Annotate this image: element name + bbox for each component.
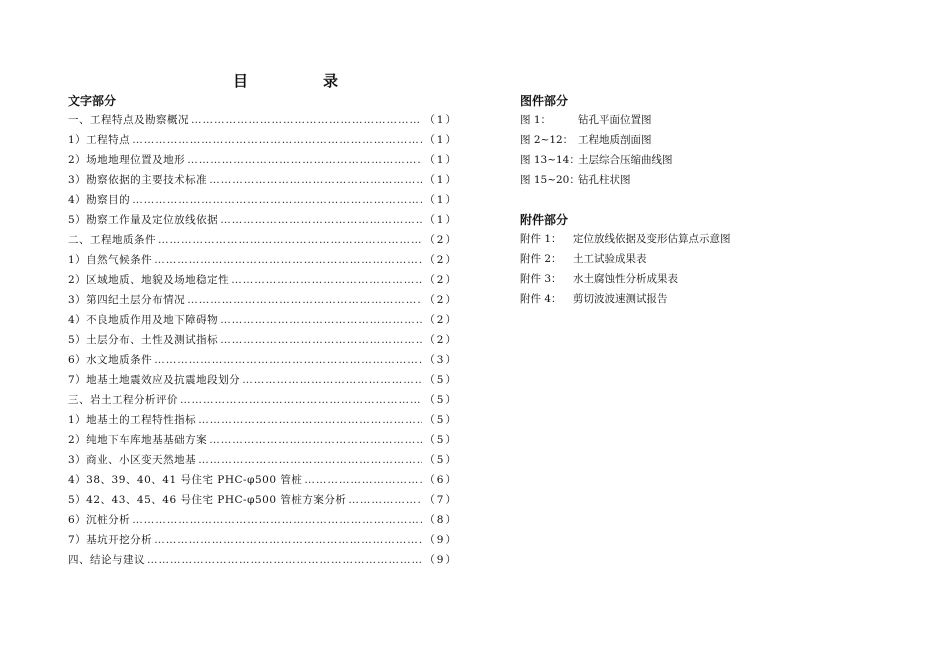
toc-page-number: （5）	[424, 454, 458, 466]
toc-page-number: （3）	[424, 354, 458, 366]
list-item-text: 土工试验成果表	[573, 253, 647, 265]
toc-entry	[68, 130, 458, 150]
toc-page-number: （7）	[424, 494, 458, 506]
toc-leader-dots	[154, 530, 422, 550]
toc-entry-label: 5）土层分布、土性及测试指标	[68, 334, 219, 346]
toc-leader-dots	[187, 290, 422, 310]
list-item-label: 附件 2：	[520, 253, 562, 265]
toc-entry	[68, 390, 458, 410]
toc-entry-label: 5）勘察工作量及定位放线依据	[68, 214, 219, 226]
list-item	[520, 289, 731, 309]
toc-entry-label: 7）地基土地震效应及抗震地段划分	[68, 374, 241, 386]
list-item	[520, 150, 673, 170]
toc-entry	[68, 550, 458, 570]
list-item-label: 图 15~20：	[520, 174, 580, 186]
toc-page-number: （5）	[424, 394, 458, 406]
toc-entry	[68, 350, 458, 370]
toc-entry-label: 1）工程特点	[68, 134, 131, 146]
toc-leader-dots	[158, 230, 422, 250]
list-item-text: 工程地质剖面图	[578, 134, 652, 146]
list-item-label: 图 13~14：	[520, 154, 580, 166]
toc-page-number: （1）	[424, 114, 458, 126]
toc-entry	[68, 410, 458, 430]
toc-page-number: （5）	[424, 374, 458, 386]
figure-section-heading: 图件部分	[520, 94, 569, 108]
toc-entry	[68, 430, 458, 450]
list-item	[520, 269, 731, 289]
toc-entry	[68, 490, 458, 510]
toc-page-number: （1）	[424, 194, 458, 206]
toc-leader-dots	[154, 250, 422, 270]
attachment-section-heading: 附件部分	[520, 213, 569, 227]
toc-leader-dots	[220, 210, 422, 230]
list-item	[520, 249, 731, 269]
toc-leader-dots	[180, 390, 422, 410]
toc-page-number: （2）	[424, 294, 458, 306]
toc-page-number: （2）	[424, 314, 458, 326]
toc-leader-dots	[191, 110, 422, 130]
figure-list	[520, 110, 673, 190]
toc-entry	[68, 330, 458, 350]
toc-entry-label: 二、工程地质条件	[68, 234, 156, 246]
toc-entry-label: 3）商业、小区变天然地基	[68, 454, 197, 466]
toc-leader-dots	[154, 350, 422, 370]
list-item-text: 水土腐蚀性分析成果表	[573, 273, 678, 285]
toc-page-number: （1）	[424, 214, 458, 226]
toc-page-number: （9）	[424, 554, 458, 566]
toc-leader-dots	[198, 450, 422, 470]
toc-entry	[68, 370, 458, 390]
toc-entry	[68, 290, 458, 310]
toc-leader-dots	[147, 550, 422, 570]
list-item-text: 剪切波波速测试报告	[573, 293, 668, 305]
toc-page-number: （2）	[424, 234, 458, 246]
toc-leader-dots	[198, 410, 422, 430]
toc-entry-label: 一、工程特点及勘察概况	[68, 114, 189, 126]
toc-entry	[68, 230, 458, 250]
toc-entry-label: 2）场地地理位置及地形	[68, 154, 186, 166]
toc-entry	[68, 450, 458, 470]
toc-leader-dots	[220, 310, 422, 330]
toc-entry-label: 5）42、43、45、46 号住宅 PHC-φ500 管桩方案分析	[68, 494, 347, 506]
toc-entry-label: 1）自然气候条件	[68, 254, 153, 266]
toc-leader-dots	[132, 190, 422, 210]
toc-page-number: （5）	[424, 414, 458, 426]
toc-entry-label: 3）勘察依据的主要技术标准	[68, 174, 208, 186]
toc-entry	[68, 170, 458, 190]
toc-page-number: （2）	[424, 274, 458, 286]
list-item-label: 附件 1：	[520, 233, 562, 245]
toc-entry-label: 三、岩土工程分析评价	[68, 394, 178, 406]
toc-entry-label: 6）水文地质条件	[68, 354, 153, 366]
toc-page-number: （1）	[424, 174, 458, 186]
toc-entry-label: 2）区域地质、地貌及场地稳定性	[68, 274, 230, 286]
list-item-label: 附件 3：	[520, 273, 562, 285]
toc-leader-dots	[209, 430, 422, 450]
list-item	[520, 229, 731, 249]
toc-entry-label: 四、结论与建议	[68, 554, 145, 566]
toc-entry-label: 4）38、39、40、41 号住宅 PHC-φ500 管桩	[68, 474, 303, 486]
toc-entry	[68, 530, 458, 550]
text-section-heading: 文字部分	[68, 94, 117, 108]
toc-page-number: （6）	[424, 474, 458, 486]
list-item-text: 钻孔平面位置图	[578, 114, 652, 126]
list-item-label: 图 1：	[520, 114, 552, 126]
list-item-text: 土层综合压缩曲线图	[578, 154, 673, 166]
toc-page-number: （5）	[424, 434, 458, 446]
toc-entry	[68, 190, 458, 210]
toc-page-number: （1）	[424, 154, 458, 166]
toc-leader-dots	[231, 270, 422, 290]
toc-leader-dots	[348, 490, 422, 510]
toc-entry-label: 3）第四纪土层分布情况	[68, 294, 186, 306]
list-item	[520, 170, 673, 190]
toc-entry	[68, 310, 458, 330]
toc-leader-dots	[304, 470, 422, 490]
list-item-label: 附件 4：	[520, 293, 562, 305]
page-title: 目 录	[233, 72, 369, 90]
toc-leader-dots	[132, 130, 422, 150]
toc-leader-dots	[220, 330, 422, 350]
table-of-contents	[68, 110, 458, 570]
list-item	[520, 110, 673, 130]
toc-leader-dots	[209, 170, 422, 190]
toc-entry	[68, 150, 458, 170]
toc-page-number: （8）	[424, 514, 458, 526]
toc-entry	[68, 250, 458, 270]
list-item-text: 定位放线依据及变形估算点示意图	[573, 233, 731, 245]
toc-leader-dots	[132, 510, 422, 530]
toc-entry-label: 4）不良地质作用及地下障碍物	[68, 314, 219, 326]
list-item-label: 图 2~12：	[520, 134, 574, 146]
attachment-list	[520, 229, 731, 309]
toc-entry	[68, 470, 458, 490]
toc-page-number: （2）	[424, 334, 458, 346]
toc-page-number: （1）	[424, 134, 458, 146]
toc-entry-label: 2）纯地下车库地基基础方案	[68, 434, 208, 446]
list-item-text: 钻孔柱状图	[578, 174, 631, 186]
toc-page-number: （9）	[424, 534, 458, 546]
toc-entry	[68, 210, 458, 230]
toc-leader-dots	[187, 150, 422, 170]
list-item	[520, 130, 673, 150]
toc-leader-dots	[242, 370, 422, 390]
toc-entry-label: 7）基坑开挖分析	[68, 534, 153, 546]
toc-entry-label: 1）地基土的工程特性指标	[68, 414, 197, 426]
toc-entry-label: 4）勘察目的	[68, 194, 131, 206]
toc-page-number: （2）	[424, 254, 458, 266]
toc-entry	[68, 270, 458, 290]
toc-entry-label: 6）沉桩分析	[68, 514, 131, 526]
toc-entry	[68, 110, 458, 130]
toc-entry	[68, 510, 458, 530]
